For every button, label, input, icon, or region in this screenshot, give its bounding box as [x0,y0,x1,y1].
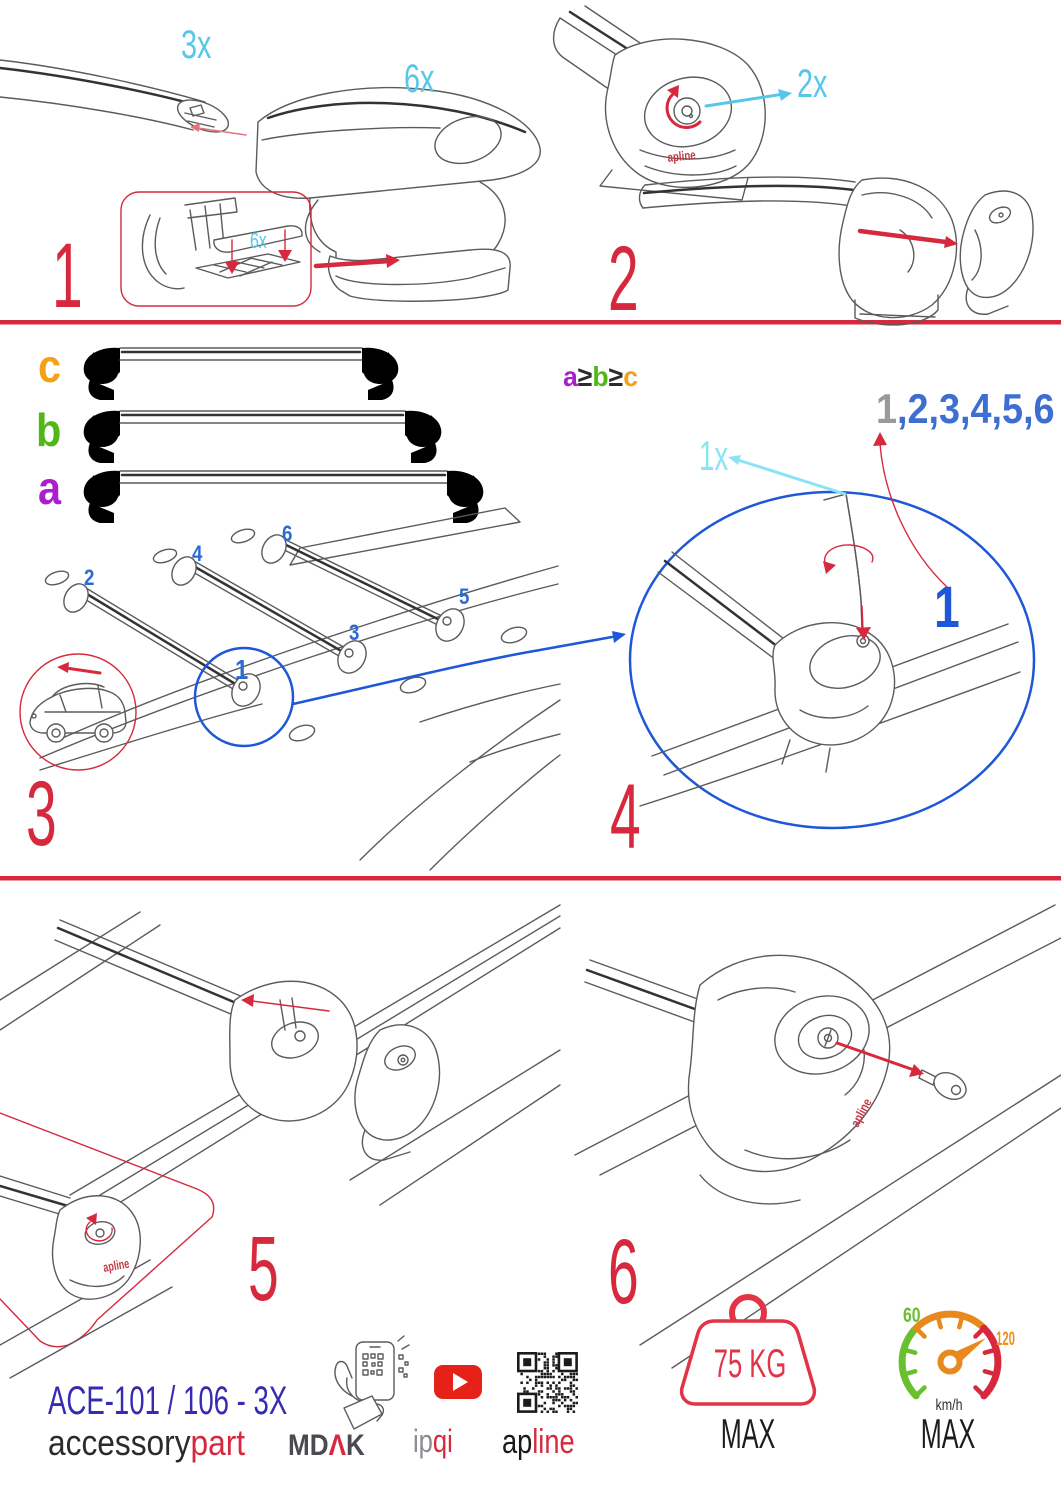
key-drawing [919,1067,971,1104]
cyan-arrow-key-qty [738,460,845,494]
step1-number: 1 [52,224,83,328]
step2-number: 2 [608,227,639,331]
divider-bottom [0,876,1061,881]
logo-mdak: MDΛK [288,1428,365,1462]
step5-number: 5 [248,1217,279,1321]
roof-position-4: 4 [192,542,203,567]
brand-accessorypart: accessorypart [48,1423,246,1464]
foot-endcap-drawing [639,177,1033,325]
qty-label-pad: 6x [250,229,267,254]
car-roof-drawing [40,508,560,870]
lock-key-drawing [575,905,1061,1368]
step4-number: 4 [610,765,641,869]
speed-60-label: 60 [903,1302,921,1327]
tightening-detail-drawing [640,494,1020,806]
size-rule-label: a≥b≥c [563,360,639,393]
phone-scan-icon [335,1336,409,1429]
foot-brand-logo: apline [666,148,697,166]
step6-number: 6 [608,1220,639,1324]
red-arrow-key-down [862,606,863,630]
callout-position-1: 1 [934,575,960,641]
step5-illustration [0,905,560,1378]
step3-number: 3 [26,762,57,866]
mounted-foot-panel [0,1113,214,1378]
step3-roof-scene [20,508,626,870]
speed-unit-label: km/h [935,1396,963,1415]
bar-size-c-drawing [84,348,399,400]
roof-position-3: 3 [349,621,360,646]
max-speed-label: MAX [920,1411,976,1458]
footer [48,1297,1015,1463]
speed-120-label: 120 [996,1329,1016,1350]
divider-top [0,320,1061,325]
roof-position-1: 1 [235,653,249,686]
foot-brand-logo: apline [848,1096,876,1130]
foot-brand-logo: apline [102,1257,131,1276]
bar-size-b-drawing [84,411,442,463]
foot-clamp-drawing [256,88,540,302]
rail-slide-drawing [0,905,560,1218]
bar-size-label-a: a [38,463,62,515]
logo-ipqi: ipqi [413,1424,453,1460]
bar-size-label-b: b [36,405,62,457]
tightening-sequence-label: 1,2,3,4,5,6 [876,386,1055,433]
qr-code-icon [515,1350,580,1415]
roof-crossbar-rear [257,531,470,647]
allen-key-drawing [824,494,862,628]
product-code: ACE-101 / 106 - 3X [48,1379,288,1424]
qty-label-allen-key: 1x [699,432,729,480]
roof-crossbar-front [59,580,266,712]
car-direction-inset [20,654,136,770]
logo-apline: apline [502,1422,575,1461]
youtube-icon [434,1365,482,1399]
roof-position-5: 5 [459,585,470,610]
bar-size-a-drawing [84,471,484,523]
roof-position-2: 2 [84,566,95,591]
red-arrow-driving-direction [66,668,100,673]
max-load-value: 75 KG [713,1342,787,1387]
step6-illustration [575,905,1061,1368]
step4-illustration [630,432,1034,828]
qty-label-bar: 3x [181,22,212,68]
roof-position-6: 6 [282,522,293,547]
rubber-pad-inset [121,192,311,306]
qty-label-foot: 6x [404,56,435,102]
bar-size-label-c: c [38,341,62,393]
max-load-label: MAX [720,1411,776,1458]
qty-label-knob: 2x [797,61,828,107]
step3-bar-sizes [84,348,484,523]
